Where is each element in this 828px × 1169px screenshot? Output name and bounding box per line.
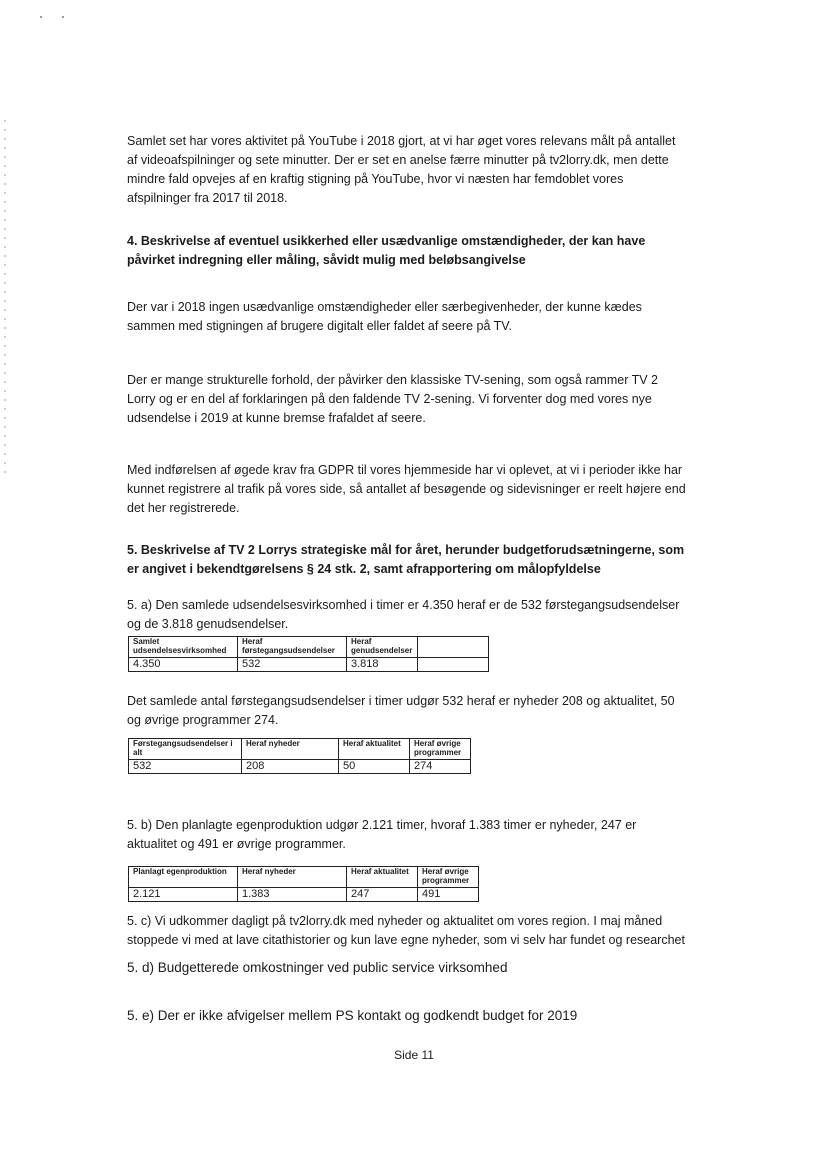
table-header-cell: Heraf nyheder [242, 739, 339, 760]
heading-section-5: 5. Beskrivelse af TV 2 Lorrys strategiske mål for året, herunder budgetforudsætningerne, som er angivet i bekendtgørelsens § 24 stk. 2, samt afrapportering om målopfyldelse [127, 543, 685, 576]
table-header-cell: Planlagt egenproduktion [129, 867, 238, 888]
table-header-row [129, 637, 489, 658]
table-cell: 491 [418, 888, 479, 902]
table-header-cell: Førstegangsudsendelser i alt [129, 739, 242, 760]
table-cell: 2.121 [129, 888, 238, 902]
paragraph-5c: 5. c) Vi udkommer dagligt på tv2lorry.dk med nyheder og aktualitet om vores region. I maj måned stoppede vi med at lave citathistorier og kun lave egne nyheder, som vi selv har fundet og researchet [127, 914, 685, 947]
table-cell: 208 [242, 760, 339, 774]
paragraph-no-unusual: Der var i 2018 ingen usædvanlige omstændigheder eller særbegivenheder, der kunne kædes sammen med stigningen af brugere digitalt eller faldet af seere på TV. [127, 300, 642, 333]
table-value-row [129, 658, 489, 672]
table-header-cell: Samlet udsendelsesvirksomhed [129, 637, 238, 658]
table-header-row [129, 867, 479, 888]
paragraph-youtube: Samlet set har vores aktivitet på YouTube i 2018 gjort, at vi har øget vores relevans målt på antallet af videoafspilninger og sete minutter. Der er set en anelse færre minutter på tv2lorry.dk, men dette mindre fald opvejes af en kraftig stigning på YouTube, hvor vi næsten har femdoblet vores afspilninger fra 2017 til 2018. [127, 134, 676, 205]
table-header-cell: Heraf aktualitet [339, 739, 410, 760]
table-header-cell [418, 637, 489, 658]
table-cell: 50 [339, 760, 410, 774]
table-firstrun-breakdown [128, 738, 471, 774]
table-header-cell: Heraf øvrige programmer [410, 739, 471, 760]
paragraph-5d: 5. d) Budgetterede omkostninger ved public service virksomhed [127, 960, 508, 975]
table-header-cell: Heraf førstegangsudsendelser [238, 637, 347, 658]
table-value-row [129, 760, 471, 774]
table-broadcast-hours [128, 636, 489, 672]
heading-section-4: 4. Beskrivelse af eventuel usikkerhed eller usædvanlige omstændigheder, der kan have påvirket indregning eller måling, såvidt mulig med beløbsangivelse [127, 234, 646, 267]
scan-dot [62, 16, 64, 18]
scan-dot [40, 16, 42, 18]
scan-edge-marks [4, 120, 6, 480]
table-planned-production [128, 866, 479, 902]
paragraph-5e: 5. e) Der er ikke afvigelser mellem PS kontakt og godkendt budget for 2019 [127, 1008, 578, 1023]
table-cell [418, 658, 489, 672]
table-header-cell: Heraf aktualitet [347, 867, 418, 888]
table-cell: 3.818 [347, 658, 418, 672]
table-cell: 532 [238, 658, 347, 672]
paragraph-5a: 5. a) Den samlede udsendelsesvirksomhed i timer er 4.350 heraf er de 532 førstegangsudsendelser og de 3.818 genudsendelser. [127, 598, 680, 631]
paragraph-5b: 5. b) Den planlagte egenproduktion udgør 2.121 timer, hvoraf 1.383 timer er nyheder, 247 er aktualitet og 491 er øvrige programmer. [127, 818, 637, 851]
table-cell: 247 [347, 888, 418, 902]
table-cell: 274 [410, 760, 471, 774]
paragraph-structural: Der er mange strukturelle forhold, der påvirker den klassiske TV-sening, som også rammer TV 2 Lorry og er en del af forklaringen på den faldende TV 2-sening. Vi forventer dog med vores nye udsendelse i 2019 at kunne bremse frafaldet af seere. [127, 373, 659, 425]
table-header-row [129, 739, 471, 760]
page-number: Side 11 [394, 1048, 434, 1062]
table-cell: 532 [129, 760, 242, 774]
table-value-row [129, 888, 479, 902]
table-header-cell: Heraf genudsendelser [347, 637, 418, 658]
paragraph-gdpr: Med indførelsen af øgede krav fra GDPR til vores hjemmeside har vi oplevet, at vi i perioder ikke har kunnet registrere al trafik på vores side, så antallet af besøgende og sidevisninger er reelt højere end det her registrerede. [127, 463, 686, 515]
table-header-cell: Heraf nyheder [238, 867, 347, 888]
table-header-cell: Heraf øvrige programmer [418, 867, 479, 888]
table-cell: 1.383 [238, 888, 347, 902]
paragraph-5a-firstrun: Det samlede antal førstegangsudsendelser i timer udgør 532 heraf er nyheder 208 og aktualitet, 50 og øvrige programmer 274. [127, 694, 675, 727]
table-cell: 4.350 [129, 658, 238, 672]
